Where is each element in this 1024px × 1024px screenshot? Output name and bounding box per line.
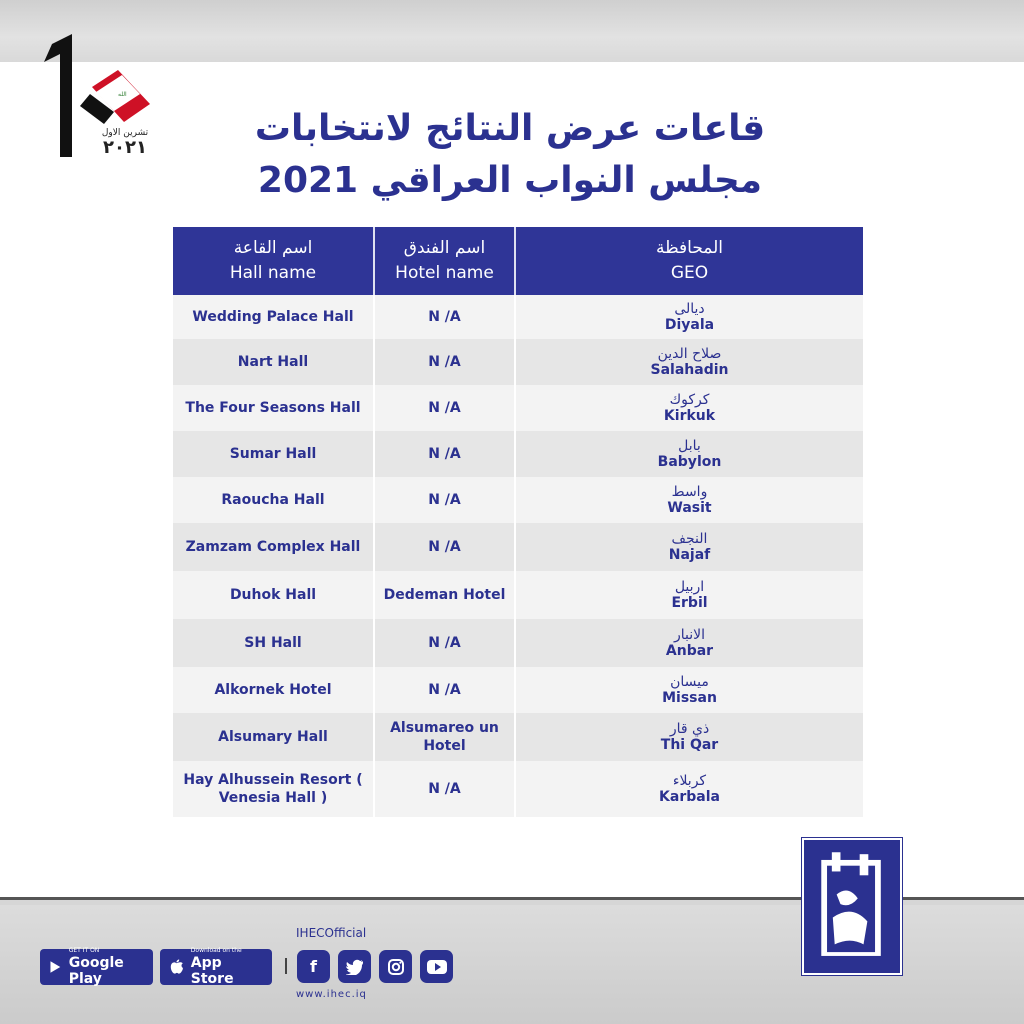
geo-english: Anbar (665, 643, 714, 659)
geo-english: Najaf (668, 547, 711, 563)
header-hotel-name (373, 227, 514, 295)
geo-english: Karbala (659, 789, 720, 805)
table-row (173, 761, 863, 817)
footer-separator (285, 958, 287, 974)
cell-hotel-name: N /A (373, 667, 514, 713)
header-geo-en: GEO (670, 263, 709, 283)
app-store-label: App Store (190, 955, 234, 987)
twitter-icon[interactable] (338, 950, 371, 983)
cell-hotel-name: N /A (373, 385, 514, 431)
cell-geo (514, 295, 863, 339)
cell-geo (514, 761, 863, 817)
cell-hall-name: SH Hall (173, 619, 373, 667)
cell-hall-name: Wedding Palace Hall (173, 295, 373, 339)
geo-arabic: كركوك (669, 392, 710, 408)
app-store-button[interactable] (160, 949, 272, 985)
table-row (173, 523, 863, 571)
table-row (173, 619, 863, 667)
cell-geo (514, 713, 863, 761)
cell-geo (514, 477, 863, 523)
header-hotel-en: Hotel name (395, 263, 494, 283)
geo-english: Diyala (664, 317, 715, 333)
ihec-logo (802, 838, 902, 975)
cell-geo (514, 385, 863, 431)
geo-arabic: واسط (671, 484, 708, 500)
google-play-small: GET IT ON (68, 947, 100, 954)
cell-hotel-name: N /A (373, 523, 514, 571)
geo-english: Salahadin (650, 362, 729, 378)
table-row (173, 477, 863, 523)
cell-hall-name: Duhok Hall (173, 571, 373, 619)
cell-geo (514, 523, 863, 571)
cell-hall-name: Raoucha Hall (173, 477, 373, 523)
facebook-icon[interactable]: f (297, 950, 330, 983)
cell-hotel-name: N /A (373, 295, 514, 339)
cell-geo (514, 571, 863, 619)
logo-month: تشرين الاول (101, 128, 149, 138)
cell-hall-name: Alsumary Hall (173, 713, 373, 761)
page-title-line1: قاعات عرض النتائج لانتخابات (254, 108, 766, 149)
geo-arabic: النجف (671, 531, 708, 547)
header-hall-en: Hall name (229, 263, 317, 283)
cell-hotel-name: N /A (373, 339, 514, 385)
table-row (173, 385, 863, 431)
website-link[interactable]: www.ihec.iq (296, 989, 367, 1000)
youtube-icon[interactable] (420, 950, 453, 983)
table-row (173, 571, 863, 619)
cell-hotel-name: N /A (373, 619, 514, 667)
social-handle: IHECOfficial (296, 926, 367, 940)
header-hotel-ar: اسم الفندق (403, 238, 486, 258)
geo-arabic: صلاح الدين (657, 346, 722, 362)
cell-hotel-name: Dedeman Hotel (373, 571, 514, 619)
cell-hall-name: Hay Alhussein Resort ( Venesia Hall ) (173, 761, 373, 817)
geo-english: Babylon (657, 454, 722, 470)
google-play-button[interactable] (40, 949, 153, 985)
cell-geo (514, 339, 863, 385)
app-store-small: Download on the (190, 947, 242, 954)
logo-date (95, 128, 155, 158)
page-title-line2: مجلس النواب العراقي 2021 (257, 160, 763, 201)
geo-english: Kirkuk (663, 408, 716, 424)
cell-geo (514, 619, 863, 667)
header-geo (514, 227, 863, 295)
cell-hotel-name: Alsumareo un Hotel (373, 713, 514, 761)
results-halls-table (173, 227, 863, 817)
geo-arabic: الانبار (673, 627, 706, 643)
instagram-icon[interactable] (379, 950, 412, 983)
header-hall-ar: اسم القاعة (233, 238, 313, 258)
cell-geo (514, 667, 863, 713)
cell-hotel-name: N /A (373, 761, 514, 817)
header-hall-name (173, 227, 373, 295)
table-row (173, 713, 863, 761)
cell-hall-name: Nart Hall (173, 339, 373, 385)
apple-icon (168, 958, 185, 976)
cell-hall-name: Sumar Hall (173, 431, 373, 477)
google-play-icon (48, 958, 63, 976)
geo-arabic: كربلاء (672, 773, 707, 789)
header-geo-ar: المحافظة (655, 238, 724, 258)
geo-english: Thi Qar (660, 737, 719, 753)
geo-arabic: اربيل (674, 579, 705, 595)
table-row (173, 295, 863, 339)
table-row (173, 431, 863, 477)
table-header (173, 227, 863, 295)
logo-year: ٢٠٢١ (103, 137, 147, 158)
cell-hall-name: Alkornek Hotel (173, 667, 373, 713)
svg-text:الله: الله (118, 91, 127, 98)
cell-hotel-name: N /A (373, 477, 514, 523)
geo-arabic: ميسان (670, 674, 709, 690)
geo-arabic: بابل (678, 438, 701, 454)
cell-hotel-name: N /A (373, 431, 514, 477)
geo-english: Erbil (671, 595, 708, 611)
table-row (173, 339, 863, 385)
table-row (173, 667, 863, 713)
geo-arabic: ديالى (674, 301, 705, 317)
cell-geo (514, 431, 863, 477)
geo-english: Wasit (667, 500, 712, 516)
cell-hall-name: Zamzam Complex Hall (173, 523, 373, 571)
geo-english: Missan (662, 690, 717, 706)
table-body (173, 295, 863, 817)
google-play-label: Google Play (68, 955, 124, 987)
geo-arabic: ذي قار (669, 721, 710, 737)
cell-hall-name: The Four Seasons Hall (173, 385, 373, 431)
